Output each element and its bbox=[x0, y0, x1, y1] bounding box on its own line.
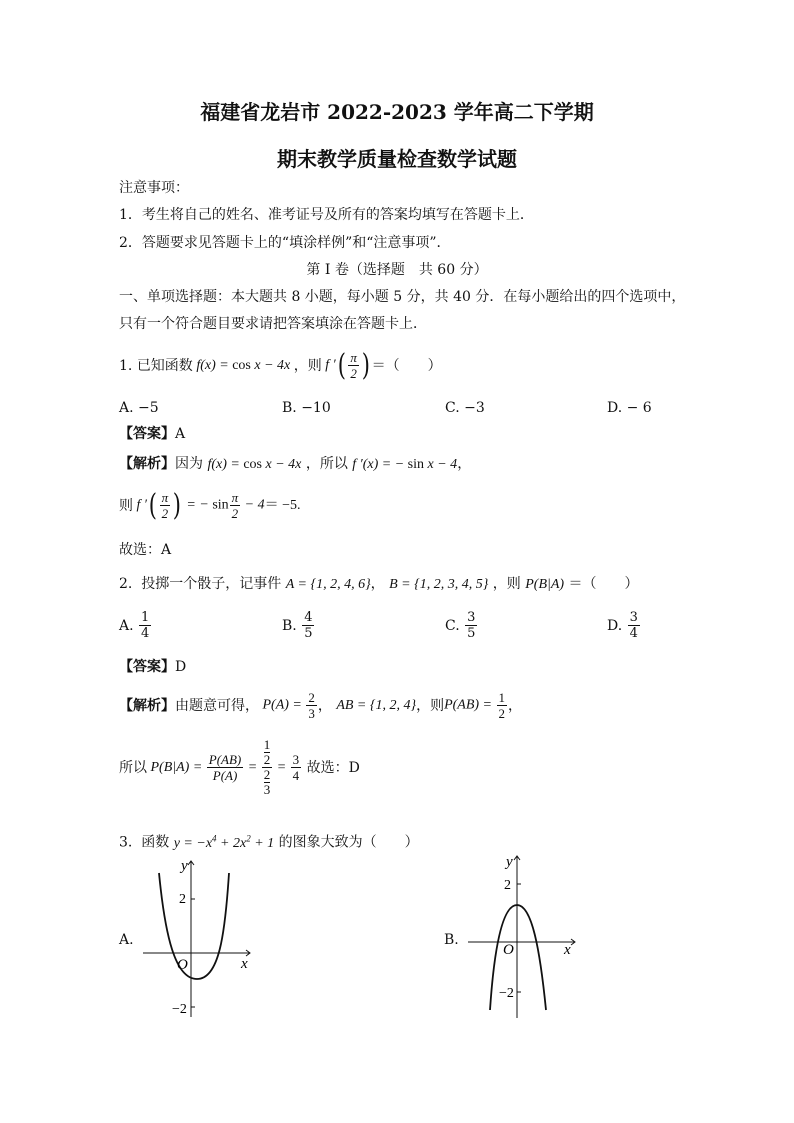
q2-option-c-num: 3 bbox=[467, 610, 476, 625]
q1-answer-value: A bbox=[175, 426, 186, 442]
q2-analysis-line1: 【解析】 由题意可得， P(A) = $\frac{2}{3}$ ， AB = {1, 2, 4} ，则 P(AB) = $\frac{1}{2}$ ， bbox=[119, 690, 523, 721]
q2-analysis-pre: 由题意可得， bbox=[175, 697, 259, 714]
q3-function: $y = -x^4 + 2x^2 + 1$ bbox=[173, 833, 275, 851]
notes-item-2: 2．答题要求见答题卡上的“填涂样例”和“注意事项”． bbox=[119, 235, 451, 251]
q2-pa: P(A) = $\frac{2}{3}$ bbox=[259, 690, 315, 721]
q2-option-d-num: 3 bbox=[629, 610, 638, 625]
q2-analysis-then: ，则 bbox=[416, 697, 445, 714]
q1-option-b[interactable]: B. −10 bbox=[282, 400, 331, 416]
q1-answer-tag: 【答案】 bbox=[119, 426, 175, 442]
q2-conclusion: 故选：D bbox=[306, 759, 360, 776]
graph-b-origin: O bbox=[503, 942, 514, 958]
q2-option-c-label: C. bbox=[445, 617, 460, 634]
q1-stem-pre: 已知函数 bbox=[136, 357, 193, 374]
q1-answer bbox=[119, 424, 185, 444]
q1-analysis-pre: 因为 bbox=[175, 456, 203, 472]
q2-option-a-den: 4 bbox=[141, 626, 150, 641]
q2-stem-end: ＝（ ） bbox=[568, 576, 639, 592]
q2-option-b-label: B. bbox=[282, 617, 297, 634]
q2-option-d-label: D. bbox=[607, 617, 623, 634]
q3-graph-a-label[interactable]: A. bbox=[119, 932, 134, 948]
q3-graph-b-label[interactable]: B. bbox=[444, 932, 459, 948]
q3-graph-a[interactable] bbox=[135, 855, 265, 1025]
q1-number: 1. bbox=[119, 357, 133, 374]
q2-set-ab: AB = {1, 2, 4} bbox=[336, 697, 417, 713]
q2-prob-expr: P(B|A) bbox=[525, 577, 565, 592]
q2-answer-tag: 【答案】 bbox=[119, 659, 175, 675]
graph-b-x-label: x bbox=[564, 942, 571, 958]
q2-option-c[interactable] bbox=[445, 610, 478, 641]
q3-stem-pre: 函数 bbox=[141, 834, 170, 851]
q2-pab: P(AB) = $\frac{1}{2}$ bbox=[444, 690, 506, 721]
q2-option-b-num: 4 bbox=[304, 610, 313, 625]
q2-analysis-tag: 【解析】 bbox=[119, 697, 175, 714]
q2-option-b-den: 5 bbox=[304, 626, 313, 641]
q3-stem bbox=[119, 828, 419, 854]
graph-a-origin: O bbox=[177, 957, 188, 973]
graph-a-x-label: x bbox=[241, 956, 248, 972]
section-title: 第 I 卷（选择题 共 60 分） bbox=[306, 262, 488, 278]
q2-answer-value: D bbox=[175, 659, 187, 675]
q2-option-d-den: 4 bbox=[629, 626, 638, 641]
q2-conditional-formula: P(B|A) = $\frac{P(AB)}{P(A)}$ = 1 2 2 3 = $\frac{3}{4}$ bbox=[147, 737, 300, 797]
q2-analysis-line2 bbox=[119, 738, 360, 797]
q1-analysis-then: 则 bbox=[119, 497, 133, 514]
q1-analysis-result: ＝ −5. bbox=[264, 497, 301, 513]
q2-option-a-label: A. bbox=[119, 617, 134, 634]
q2-answer bbox=[119, 657, 186, 677]
section-instructions-2: 只有一个符合题目要求请把答案填涂在答题卡上． bbox=[119, 316, 427, 332]
q2-option-a-num: 1 bbox=[141, 610, 150, 625]
graph-a-y-label: y bbox=[181, 858, 188, 874]
section-instructions-1: 一、单项选择题：本大题共 8 小题，每小题 5 分，共 40 分．在每小题给出的四个选项中， bbox=[119, 289, 686, 305]
q2-stem-then: ，则 bbox=[492, 576, 521, 592]
q1-analysis-line2 bbox=[119, 487, 301, 523]
q1-analysis-tag: 【解析】 bbox=[119, 456, 175, 472]
notes-item-1: 1．考生将自己的姓名、准考证号及所有的答案均填写在答题卡上． bbox=[119, 207, 534, 223]
q2-stem: 2. 投掷一个骰子，记事件 A = {1, 2, 4, 6}， B = {1, 2, 3, 4, 5} ，则 P(B|A) ＝（ ） bbox=[119, 576, 639, 592]
q1-derivative-expr: f ′( $\frac{\pi}{2}$ ) bbox=[321, 347, 370, 383]
q1-analysis-fprime: f ′(x) = − sin x − 4 bbox=[352, 457, 458, 472]
q1-stem-then: ，则 bbox=[293, 357, 322, 374]
graph-b-y-label: y bbox=[506, 854, 513, 870]
q1-analysis-eval: f ′( $\frac{\pi}{2}$ ) = − sin $\frac{\pi}{2}$ − 4 bbox=[133, 487, 265, 523]
graph-b-tick-neg: −2 bbox=[499, 986, 514, 1001]
page-title-line1: 福建省龙岩市 2022-2023 学年高二下学期 bbox=[200, 100, 594, 124]
q1-analysis-f: f(x) = cos x − 4x bbox=[207, 457, 302, 472]
page-title-line2: 期末教学质量检查数学试题 bbox=[277, 147, 517, 171]
q2-option-a[interactable] bbox=[119, 610, 152, 641]
graph-a-tick-pos: 2 bbox=[179, 892, 186, 907]
q1-analysis-mid: ，所以 bbox=[305, 456, 348, 472]
q1-option-a[interactable]: A. −5 bbox=[119, 400, 159, 416]
q1-option-d[interactable]: D. − 6 bbox=[607, 400, 652, 416]
q2-option-c-den: 5 bbox=[467, 626, 476, 641]
q2-option-d[interactable] bbox=[607, 610, 641, 641]
q3-stem-end: 的图象大致为（ ） bbox=[278, 834, 419, 851]
q2-set-b: B = {1, 2, 3, 4, 5} bbox=[389, 577, 489, 592]
q2-set-a: A = {1, 2, 4, 6} bbox=[285, 577, 371, 592]
q2-analysis-so: 所以 bbox=[119, 759, 147, 776]
q2-stem-pre: 投掷一个骰子，记事件 bbox=[141, 576, 282, 592]
q1-analysis-line1: 【解析】因为 f(x) = cos x − 4x ，所以 f ′(x) = − sin x − 4， bbox=[119, 456, 472, 472]
graph-a-curve bbox=[159, 873, 229, 979]
q1-option-c[interactable]: C. −3 bbox=[445, 400, 485, 416]
q3-number: 3. bbox=[119, 834, 133, 851]
graph-b-tick-pos: 2 bbox=[504, 878, 511, 893]
q1-conclusion: 故选：A bbox=[119, 542, 172, 558]
notes-heading: 注意事项： bbox=[119, 180, 189, 196]
q1-function-def: f(x) = cos x − 4x bbox=[192, 357, 294, 373]
q1-stem bbox=[119, 347, 442, 383]
q3-graph-b[interactable] bbox=[460, 850, 590, 1025]
q2-number: 2. bbox=[119, 576, 133, 592]
q2-option-b[interactable] bbox=[282, 610, 315, 641]
q1-stem-end: ＝（ ） bbox=[371, 357, 442, 374]
graph-a-tick-neg: −2 bbox=[172, 1002, 187, 1017]
